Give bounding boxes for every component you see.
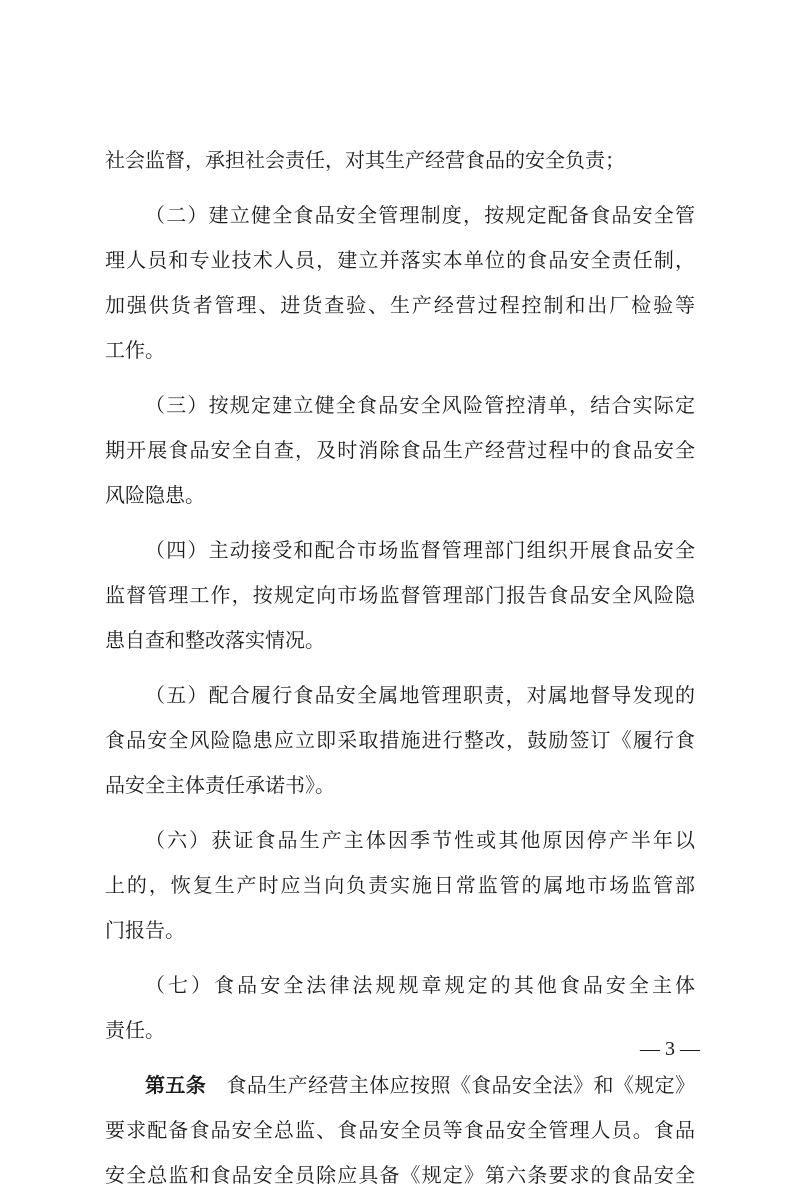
article-5 bbox=[105, 1063, 695, 1198]
clause-6 bbox=[105, 818, 695, 953]
text-line: 加强供货者管理、进货查验、生产经营过程控制和出厂检验等 bbox=[105, 293, 695, 317]
clause-5 bbox=[105, 673, 695, 808]
text-line: 安全总监和食品安全员除应具备《规定》第六条要求的食品安全 bbox=[105, 1163, 695, 1187]
paragraph-continuation: 社会监督，承担社会责任，对其生产经营食品的安全负责； bbox=[105, 148, 625, 172]
text-line: （四）主动接受和配合市场监督管理部门组织开展食品安全 bbox=[145, 538, 695, 562]
article-label: 第五条 bbox=[145, 1073, 207, 1097]
text-line: 风险隐患。 bbox=[105, 483, 205, 507]
text-line: （五）配合履行食品安全属地管理职责，对属地督导发现的 bbox=[145, 683, 695, 707]
text-line: 理人员和专业技术人员，建立并落实本单位的食品安全责任制， bbox=[105, 248, 695, 272]
page-number: — 3 — bbox=[640, 1038, 700, 1060]
article-text: 食品生产经营主体应按照《食品安全法》和《规定》 bbox=[226, 1073, 695, 1097]
text-line bbox=[105, 1063, 695, 1108]
text-line: （三）按规定建立健全食品安全风险管控清单，结合实际定 bbox=[145, 393, 695, 417]
text-line: 食品安全风险隐患应立即采取措施进行整改，鼓励签订《履行食 bbox=[105, 728, 695, 752]
clause-2 bbox=[105, 193, 695, 373]
text-line: （二）建立健全食品安全管理制度，按规定配备食品安全管 bbox=[145, 203, 695, 227]
text-line: 患自查和整改落实情况。 bbox=[105, 628, 325, 652]
text-line: 门报告。 bbox=[105, 918, 185, 942]
text-line: 上的，恢复生产时应当向负责实施日常监管的属地市场监管部 bbox=[105, 873, 695, 897]
text-line: 要求配备食品安全总监、食品安全员等食品安全管理人员。食品 bbox=[105, 1118, 695, 1142]
article-text-gap bbox=[206, 1073, 226, 1097]
clause-3 bbox=[105, 383, 695, 518]
text-line: （六）获证食品生产主体因季节性或其他原因停产半年以 bbox=[145, 828, 695, 852]
clause-4 bbox=[105, 528, 695, 663]
text-line: 监督管理工作，按规定向市场监督管理部门报告食品安全风险隐 bbox=[105, 583, 695, 607]
text-line: 期开展食品安全自查，及时消除食品生产经营过程中的食品安全 bbox=[105, 438, 695, 462]
text-line: 品安全主体责任承诺书》。 bbox=[105, 773, 335, 797]
text-line: 责任。 bbox=[105, 1018, 165, 1042]
text-line: （七）食品安全法律法规规章规定的其他食品安全主体 bbox=[145, 973, 695, 997]
text-line: 工作。 bbox=[105, 338, 165, 362]
